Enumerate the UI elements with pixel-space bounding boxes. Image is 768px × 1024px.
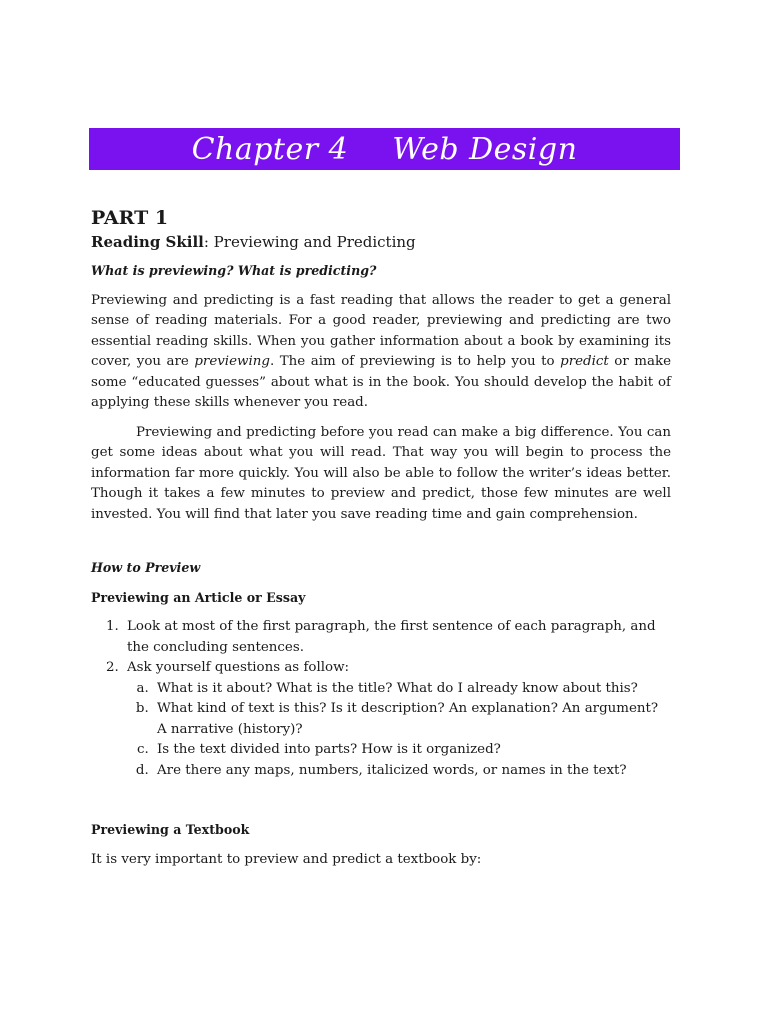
paragraph-1-em-predict: predict	[560, 354, 609, 369]
step-item	[123, 617, 671, 658]
subtitle-rest: : Previewing and Predicting	[203, 233, 416, 251]
paragraph-2: Previewing and predicting before you read can make a big difference. You can get some ideas about what you will read. That way you will begin to process the information far more quickly. You will also be able to follow the writer’s ideas better. Though it takes a few minutes to preview and predict, those few minutes are well invested. You will find that later you save reading time and gain comprehension.	[91, 424, 671, 522]
sub-step-item: c. Is the text divided into parts? How is it organized?	[153, 740, 671, 761]
sub-step-item: b. What kind of text is this? Is it description? An explanation? An argument? A narrative (history)?	[153, 699, 671, 740]
step-text: Ask yourself questions as follow:	[127, 660, 350, 675]
document-body	[91, 206, 671, 870]
paragraph-1-text-a: Previewing and predicting is a fast reading that allows the reader to get a general sense of reading materials. For a good reader, previewing and predicting are two essential reading skills. When you gather information about a book by examining its cover, you are	[91, 292, 671, 369]
chapter-number: Chapter 4	[191, 131, 349, 167]
part-heading: PART 1	[91, 207, 169, 229]
subtitle-lead: Reading Skill	[91, 233, 204, 251]
sub-steps-list	[127, 679, 671, 782]
paragraph-1-text-b: . The aim of previewing is to help you to	[269, 354, 561, 369]
article-heading: Previewing an Article or Essay	[91, 589, 306, 605]
textbook-intro: It is very important to preview and predict a textbook by:	[91, 851, 482, 867]
sub-step-item: a. What is it about? What is the title? What do I already know about this?	[153, 679, 671, 700]
sub-step-item: d. Are there any maps, numbers, italicized words, or names in the text?	[153, 761, 671, 782]
section-subtitle	[91, 232, 671, 252]
paragraph-1	[91, 291, 671, 414]
step-item	[123, 658, 671, 781]
chapter-title: Web Design	[392, 131, 578, 167]
textbook-heading: Previewing a Textbook	[91, 822, 250, 837]
paragraph-1-em-previewing: previewing	[194, 354, 270, 369]
steps-list	[91, 617, 671, 781]
step-text: Look at most of the first paragraph, the first sentence of each paragraph, and the concluding sentences.	[127, 619, 656, 655]
chapter-banner	[89, 128, 680, 170]
how-to-heading: How to Preview	[91, 560, 201, 575]
guiding-question: What is previewing? What is predicting?	[91, 263, 377, 278]
paragraph-1-text-c: or make some “educated guesses” about what is in the book. You should develop the habit of applying these skills whenever you read.	[91, 354, 671, 410]
